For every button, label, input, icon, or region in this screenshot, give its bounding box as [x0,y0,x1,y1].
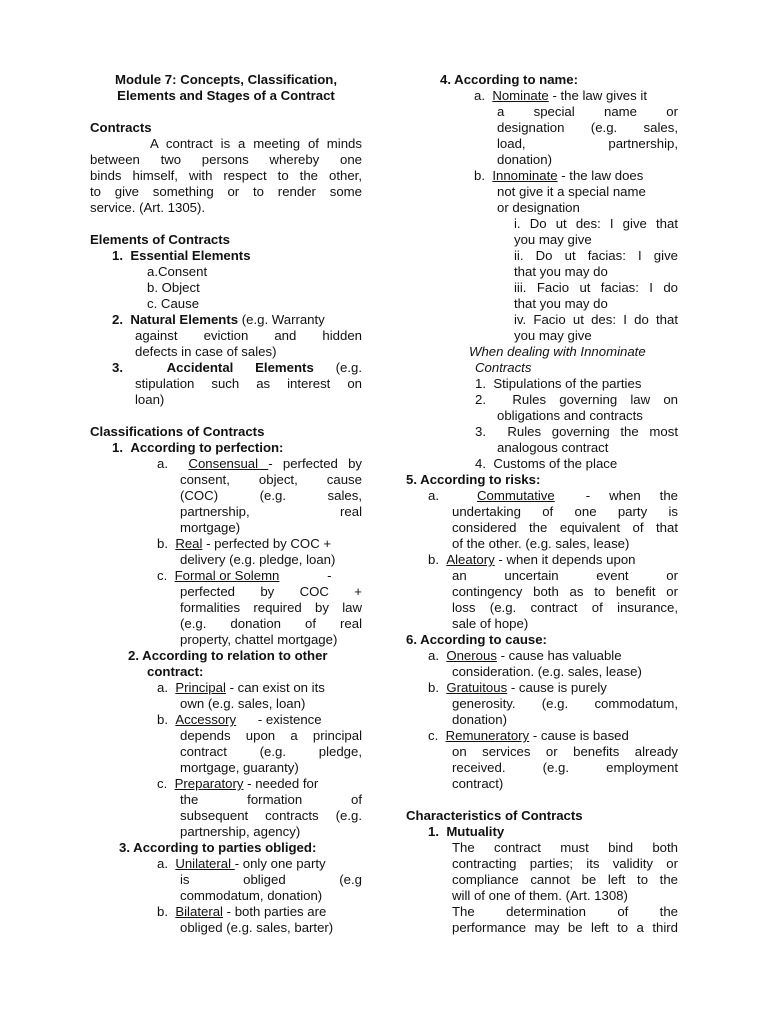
accessory-text: depends upon a principal [180,728,362,743]
formal-text: perfected by COC + [180,584,362,599]
perfection-title: 1. According to perfection: [112,440,284,455]
consensual-term: Consensual [188,456,269,471]
accidental-elements-title: 3. Accidental Elements [112,360,314,375]
formal-text: (e.g. donation of real [180,616,362,631]
principal-item [90,680,362,696]
remuneratory-text: on services or benefits already [452,744,678,759]
innominate-sub-item: iv. Facio ut des: I do that [514,312,678,327]
accidental-elements-text: (e.g. [313,360,362,375]
aleatory-item [406,552,678,568]
aleatory-text: contingency both as to benefit or [452,584,678,599]
nominate-text: load, partnership, [497,136,678,151]
natural-elements-line [90,312,362,328]
nominate-text: a special name or [497,104,678,119]
nominate-text: designation (e.g. sales, [497,120,678,135]
nominate-term: Nominate [492,88,549,103]
consensual-text: consent, object, cause [180,472,362,487]
onerous-term: Onerous [446,648,497,663]
nominate-text: donation) [497,152,552,167]
innominate-text: or designation [497,200,580,215]
commutative-text: - when the [566,488,679,503]
classifications-heading: Classifications of Contracts [90,424,265,439]
innominate-text: not give it a special name [497,184,646,199]
mutuality-text: performance may be left to a third [452,920,678,935]
dealing-list-item: 4. Customs of the place [475,456,618,471]
item-marker: b. [428,552,439,567]
nominate-text: - the law gives it [548,88,647,103]
item-marker: a. [428,488,439,503]
consensual-text: (COC) (e.g. sales, [180,488,362,503]
consensual-text: partnership, real [180,504,362,519]
mutuality-text: The determination of the [452,904,678,919]
left-column [90,72,362,936]
dealing-list-item: analogous contract [497,440,609,455]
contracts-para-line: binds himself, with respect to the other, [90,168,362,183]
essential-item: b. Object [147,280,200,295]
formal-text: formalities required by law [180,600,362,615]
preparatory-text: subsequent contracts (e.g. [180,808,362,823]
accessory-term: Accessory [175,712,237,727]
natural-elements-text: (e.g. Warranty [238,312,325,327]
item-marker: b. [157,904,168,919]
contracts-para-line: A contract is a meeting of minds [150,136,362,151]
consensual-text: mortgage) [180,520,241,535]
unilateral-text: is obliged (e.g [180,872,362,887]
title-line-2: Elements and Stages of a Contract [117,88,335,103]
dealing-list-item: obligations and contracts [497,408,643,423]
accessory-text: contract (e.g. pledge, [180,744,362,759]
item-marker: c. [157,776,168,791]
unilateral-item [90,856,362,872]
bilateral-text: - both parties are [222,904,327,919]
commutative-text: of the other. (e.g. sales, lease) [452,536,630,551]
consensual-item [90,456,362,472]
right-column [406,72,678,936]
innominate-item [406,168,678,184]
contracts-para-line: service. (Art. 1305). [90,200,206,215]
elements-heading: Elements of Contracts [90,232,230,247]
dealing-list-item: 2. Rules governing law on [475,392,678,407]
remuneratory-item [406,728,678,744]
real-item [90,536,362,552]
commutative-text: undertaking of one party is [452,504,678,519]
formal-text: property, chattel mortgage) [180,632,338,647]
mutuality-text: The contract must bind both [452,840,678,855]
formal-text: - [323,568,332,583]
gratuitous-text: donation) [452,712,507,727]
contracts-para-line: to give something or to render some [90,184,362,199]
gratuitous-text: - cause is purely [507,680,607,695]
formal-item [90,568,362,584]
unilateral-term: Unilateral [175,856,235,871]
bilateral-text: obliged (e.g. sales, barter) [180,920,334,935]
onerous-text: consideration. (e.g. sales, lease) [452,664,642,679]
item-marker: b. [474,168,485,183]
innominate-sub-item: that you may do [514,296,608,311]
principal-text: - can exist on its [225,680,325,695]
parties-title: 3. According to parties obliged: [119,840,317,855]
aleatory-text: an uncertain event or [452,568,678,583]
item-marker: a. [157,856,168,871]
innominate-sub-item: that you may do [514,264,608,279]
commutative-text: considered the equivalent of that [452,520,678,535]
onerous-item [406,648,678,664]
contracts-heading: Contracts [90,120,152,135]
real-text: - perfected by COC + [202,536,332,551]
unilateral-text: - only one party [234,856,326,871]
nominate-item [406,88,678,104]
remuneratory-term: Remuneratory [445,728,530,743]
item-marker: a. [157,680,168,695]
real-text: delivery (e.g. pledge, loan) [180,552,336,567]
principal-text: own (e.g. sales, loan) [180,696,306,711]
name-title: 4. According to name: [440,72,578,87]
dealing-list-item: 1. Stipulations of the parties [475,376,642,391]
preparatory-text: partnership, agency) [180,824,301,839]
innominate-dealing-heading: Contracts [475,360,532,375]
innominate-dealing-heading: When dealing with Innominate [469,344,646,359]
remuneratory-text: received. (e.g. employment [452,760,678,775]
aleatory-text: - when it depends upon [494,552,636,567]
accidental-elements-text: loan) [135,392,165,407]
bilateral-item [90,904,362,920]
item-marker: c. [157,568,168,583]
real-term: Real [175,536,203,551]
mutuality-title: 1. Mutuality [428,824,505,839]
item-marker: c. [428,728,439,743]
dealing-list-item: 3. Rules governing the most [475,424,678,439]
item-marker: b. [157,712,168,727]
item-marker: a. [428,648,439,663]
accidental-elements-text: stipulation such as interest on [135,376,362,391]
risks-title: 5. According to risks: [406,472,541,487]
mutuality-text: compliance cannot be left to the [452,872,678,887]
mutuality-text: contracting parties; its validity or [452,856,678,871]
contracts-para-line: between two persons whereby one [90,152,362,167]
consensual-text: - perfected by [268,456,363,471]
principal-term: Principal [175,680,226,695]
gratuitous-term: Gratuitous [446,680,508,695]
remuneratory-text: - cause is based [529,728,629,743]
natural-elements-text: against eviction and hidden [135,328,362,343]
natural-elements-text: defects in case of sales) [135,344,277,359]
remuneratory-text: contract) [452,776,504,791]
innominate-text: - the law does [557,168,644,183]
innominate-sub-item: you may give [514,328,592,343]
commutative-term: Commutative [477,488,555,503]
essential-item: a.Consent [147,264,208,279]
accidental-elements-line [90,360,362,376]
commutative-item [406,488,678,504]
characteristics-heading: Characteristics of Contracts [406,808,583,823]
accessory-text: mortgage, guaranty) [180,760,299,775]
accessory-text: - existence [254,712,322,727]
relation-title: contract: [147,664,204,679]
mutuality-text: will of one of them. (Art. 1308) [452,888,628,903]
onerous-text: - cause has valuable [496,648,622,663]
relation-title: 2. According to relation to other [128,648,328,663]
bilateral-term: Bilateral [175,904,223,919]
item-marker: b. [428,680,439,695]
aleatory-text: loss (e.g. contract of insurance, [452,600,678,615]
gratuitous-item [406,680,678,696]
natural-elements-title: 2. Natural Elements [112,312,239,327]
essential-item: c. Cause [147,296,200,311]
accessory-item [90,712,362,728]
item-marker: b. [157,536,168,551]
aleatory-text: sale of hope) [452,616,529,631]
innominate-term: Innominate [492,168,558,183]
title-line-1: Module 7: Concepts, Classification, [114,72,338,87]
item-marker: a. [157,456,189,471]
preparatory-text: - needed for [243,776,319,791]
gratuitous-text: generosity. (e.g. commodatum, [452,696,678,711]
preparatory-text: the formation of [180,792,362,807]
aleatory-term: Aleatory [446,552,495,567]
formal-term: Formal or Solemn [174,568,280,583]
essential-elements-title: 1. Essential Elements [112,248,251,263]
unilateral-text: commodatum, donation) [180,888,323,903]
innominate-sub-item: you may give [514,232,592,247]
item-marker: a. [474,88,485,103]
innominate-sub-item: i. Do ut des: I give that [514,216,678,231]
preparatory-item [90,776,362,792]
innominate-sub-item: ii. Do ut facias: I give [514,248,678,263]
preparatory-term: Preparatory [174,776,244,791]
innominate-sub-item: iii. Facio ut facias: I do [514,280,678,295]
cause-title: 6. According to cause: [406,632,547,647]
